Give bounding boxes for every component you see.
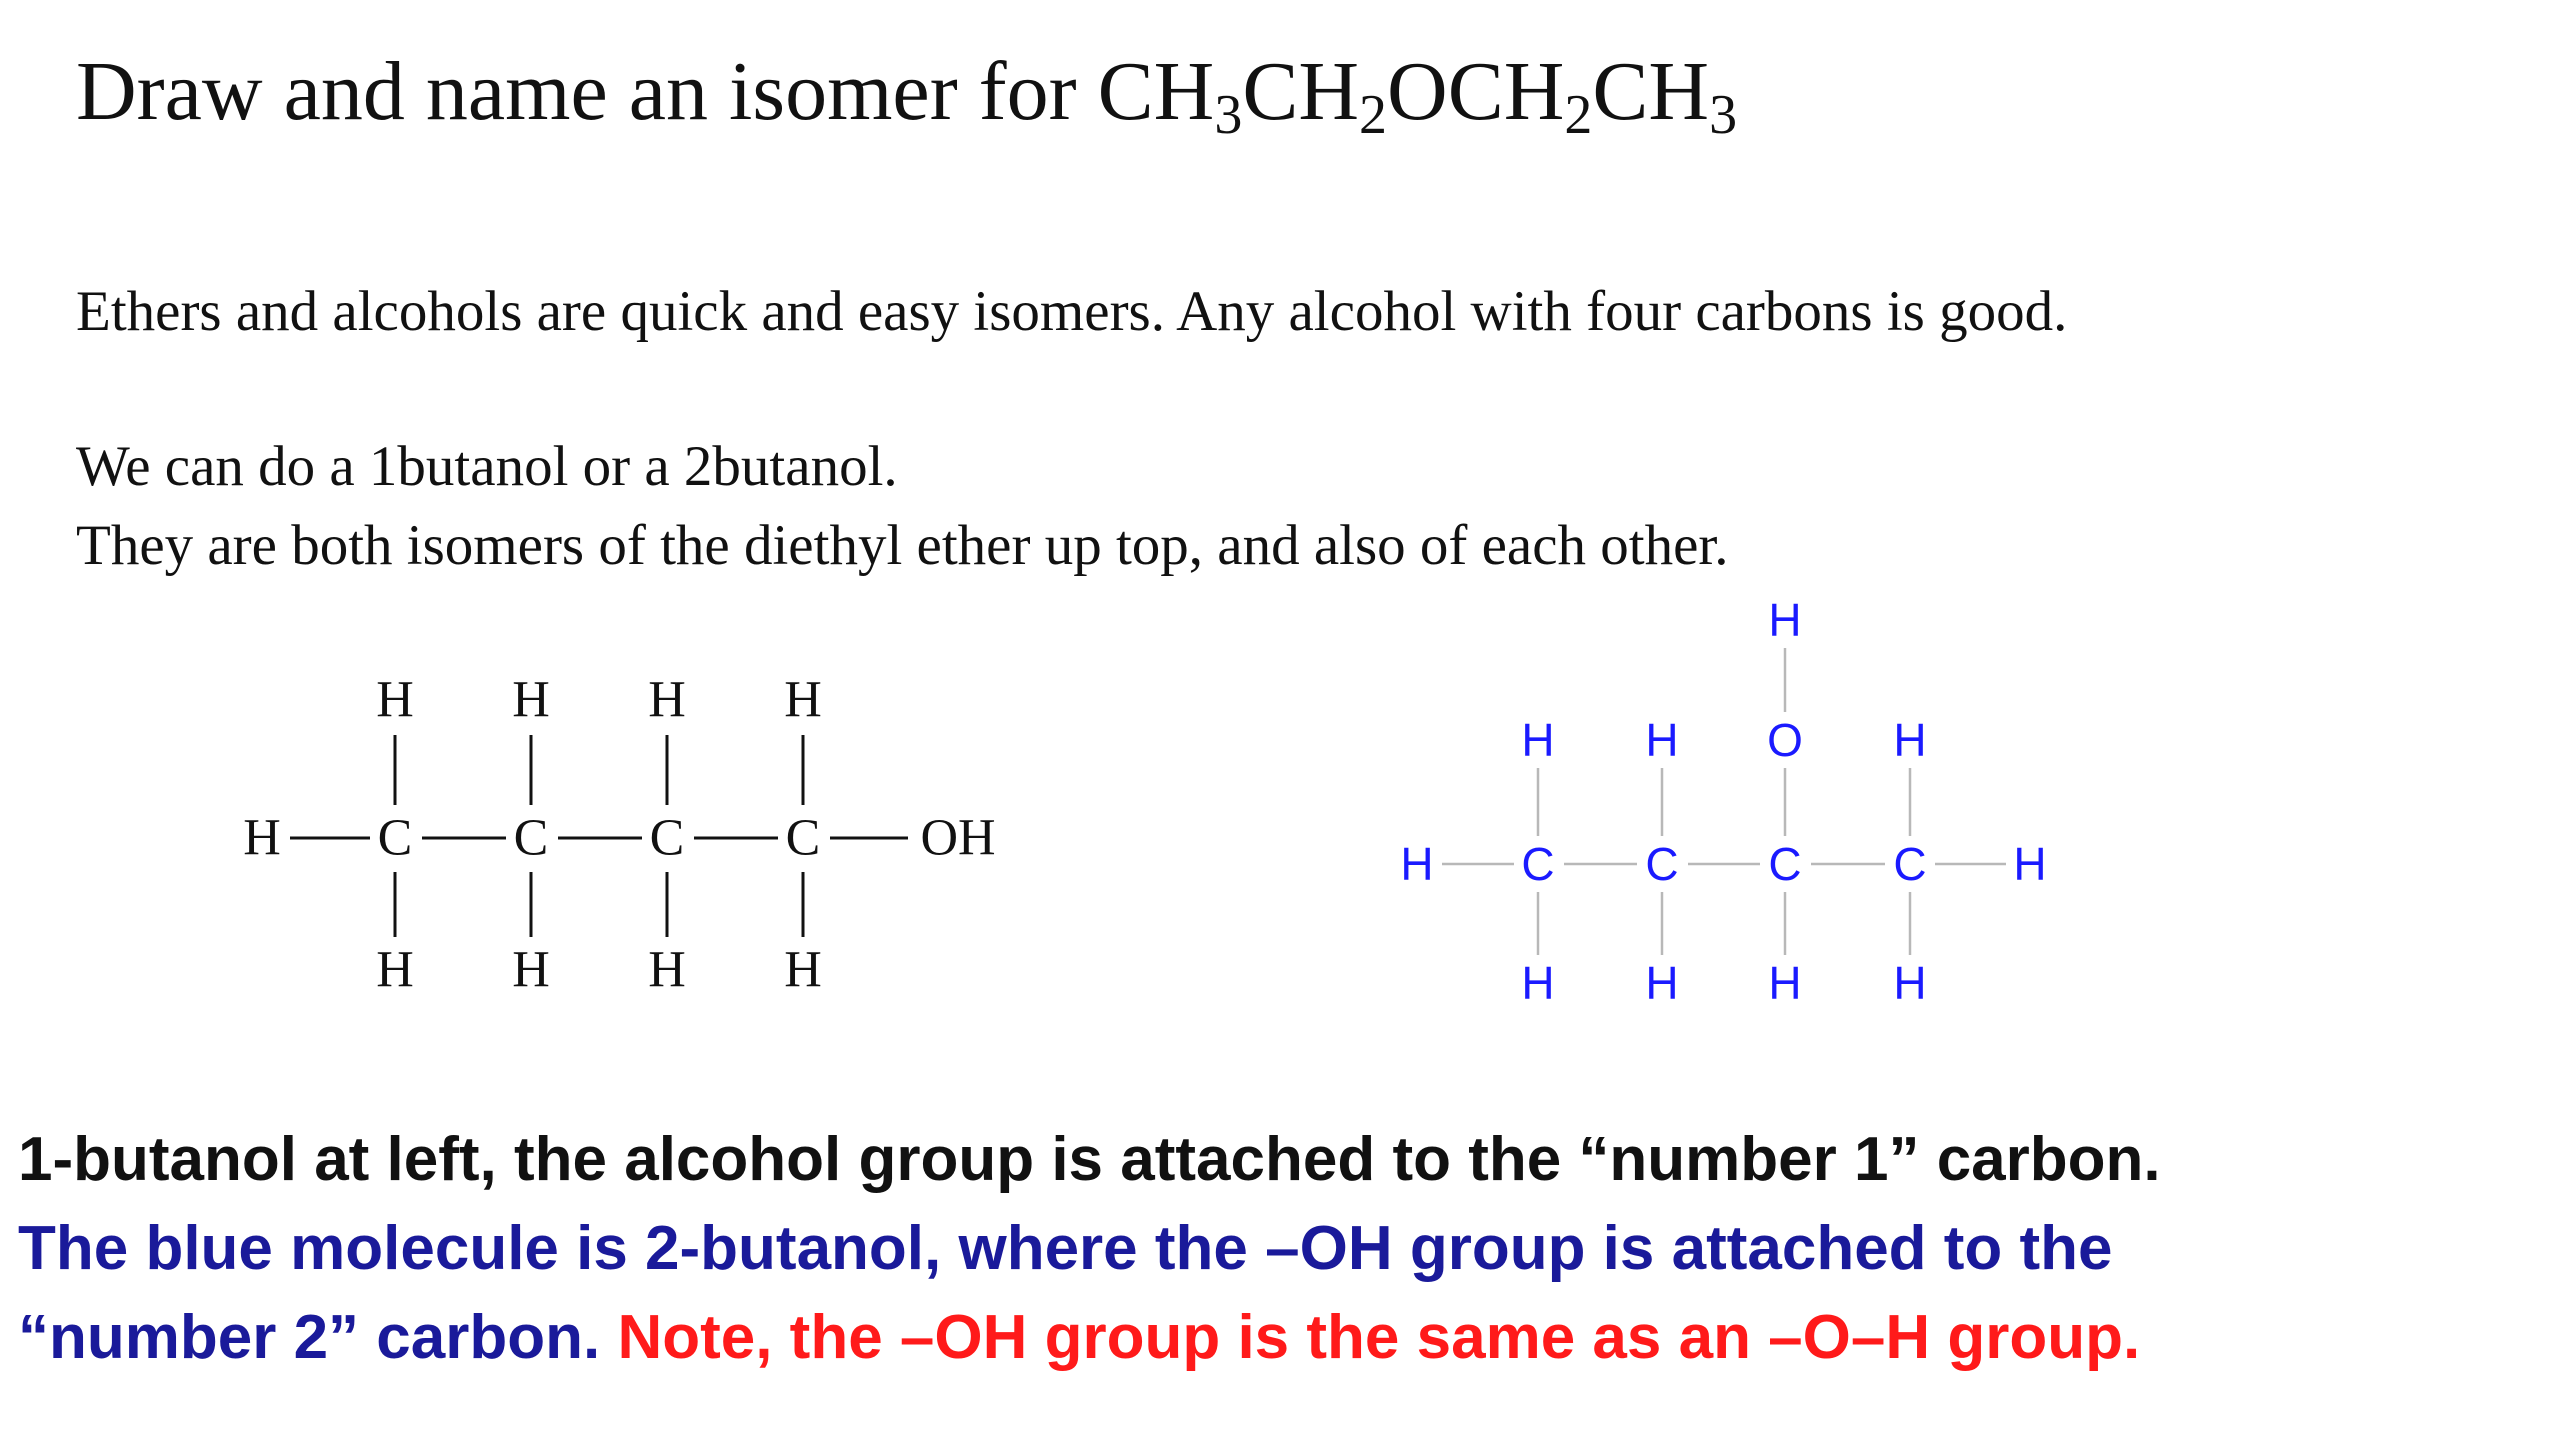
atom-c: C bbox=[649, 809, 685, 867]
atom-h: H bbox=[512, 671, 550, 729]
formula-part: CH bbox=[1242, 45, 1360, 138]
atom-h: H bbox=[1521, 957, 1555, 1009]
explanation-carbon-2: “number 2” carbon. bbox=[18, 1303, 618, 1372]
formula-subscript: 3 bbox=[1709, 84, 1738, 146]
atom-c: C bbox=[1768, 838, 1802, 890]
atom-c: C bbox=[513, 809, 549, 867]
explanation-2-butanol: The blue molecule is 2-butanol, where the –OH group is attached to the bbox=[18, 1214, 2113, 1283]
atom-h: H bbox=[1893, 957, 1927, 1009]
atom-h: H bbox=[1893, 714, 1927, 766]
atom-h: H bbox=[1521, 714, 1555, 766]
atom-h: H bbox=[1768, 957, 1802, 1009]
formula-subscript: 2 bbox=[1359, 84, 1388, 146]
atom-c: C bbox=[1893, 838, 1927, 890]
atom-h: H bbox=[512, 941, 550, 999]
formula-part: CH bbox=[1592, 45, 1710, 138]
atom-h: H bbox=[1400, 838, 1434, 890]
formula-part: OCH bbox=[1387, 45, 1565, 138]
explanation-1-butanol: 1-butanol at left, the alcohol group is attached to the “number 1” carbon. bbox=[18, 1125, 2161, 1194]
atom-c: C bbox=[1645, 838, 1679, 890]
atom-h: H bbox=[1768, 594, 1802, 646]
atom-h: H bbox=[1645, 957, 1679, 1009]
atom-h: H bbox=[784, 671, 822, 729]
atom-h: H bbox=[648, 671, 686, 729]
atom-h: H bbox=[784, 941, 822, 999]
note-oh-group: Note, the –OH group is the same as an –O–H group. bbox=[617, 1303, 2141, 1372]
formula-part: CH bbox=[1097, 45, 1215, 138]
atom-h: H bbox=[376, 941, 414, 999]
paragraph-isomers-note: They are both isomers of the diethyl ether up top, and also of each other. bbox=[76, 514, 1729, 577]
bonds-2-butanol bbox=[1442, 648, 2006, 955]
atom-c: C bbox=[785, 809, 821, 867]
paragraph-ethers-alcohols: Ethers and alcohols are quick and easy isomers. Any alcohol with four carbons is good. bbox=[76, 280, 2068, 343]
atom-oh: OH bbox=[920, 809, 996, 867]
atom-h: H bbox=[243, 809, 281, 867]
atom-h: H bbox=[2013, 838, 2047, 890]
formula-subscript: 2 bbox=[1564, 84, 1593, 146]
atom-o: O bbox=[1767, 714, 1803, 766]
title-prefix: Draw and name an isomer for bbox=[76, 45, 1098, 138]
explanation-oh-note bbox=[18, 1293, 2140, 1383]
formula-subscript: 3 bbox=[1214, 84, 1243, 146]
atom-h: H bbox=[376, 671, 414, 729]
atom-c: C bbox=[377, 809, 413, 867]
atom-c: C bbox=[1521, 838, 1555, 890]
paragraph-butanol-options: We can do a 1butanol or a 2butanol. bbox=[76, 435, 898, 498]
atom-h: H bbox=[648, 941, 686, 999]
atom-h: H bbox=[1645, 714, 1679, 766]
